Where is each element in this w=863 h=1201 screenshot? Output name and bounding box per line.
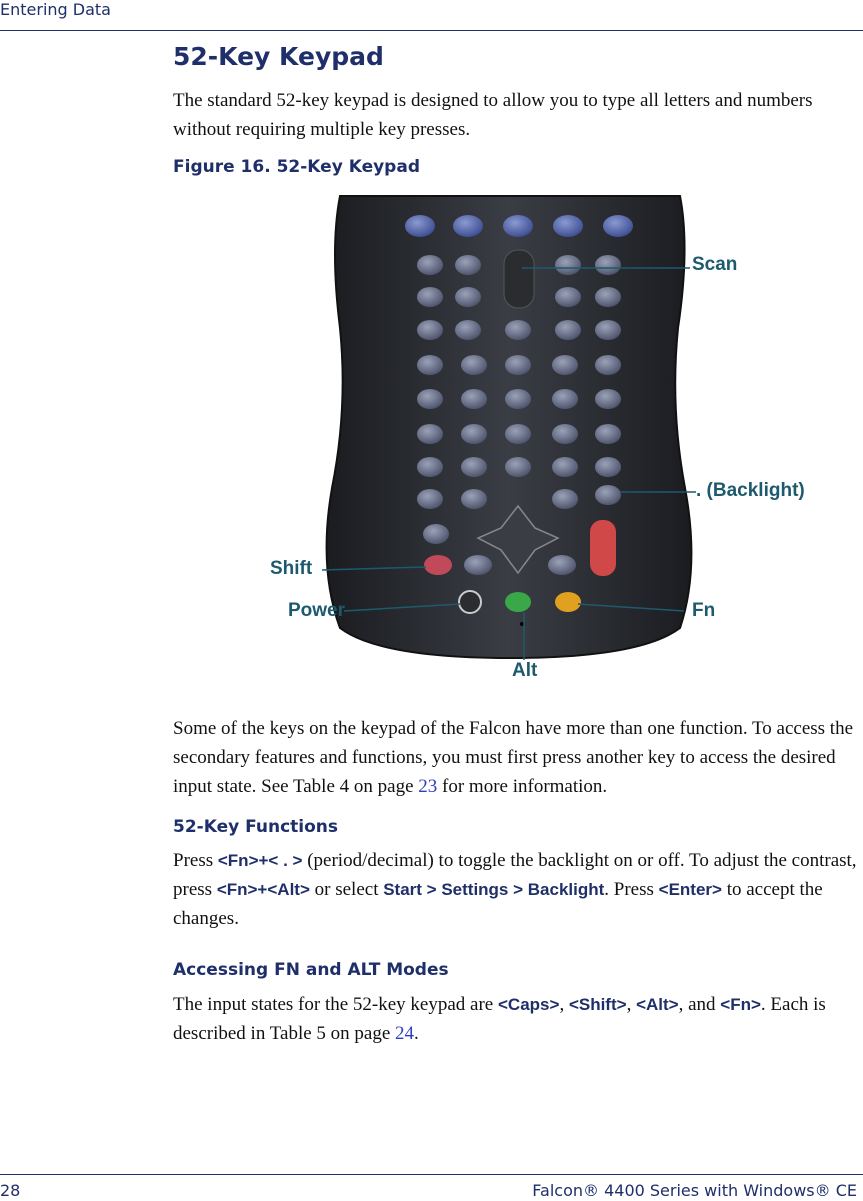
page-link-23[interactable]: 23 bbox=[418, 776, 438, 797]
figure-caption: Figure 16. 52-Key Keypad bbox=[173, 157, 420, 177]
text-accept: to accept the changes. bbox=[173, 879, 823, 929]
page-link-24[interactable]: 24 bbox=[395, 1023, 415, 1044]
functions-heading: 52-Key Functions bbox=[173, 817, 339, 837]
running-header-title: Entering Data bbox=[0, 0, 111, 19]
text-each: . Each is described in Table 5 on page bbox=[173, 994, 826, 1044]
key-fn: <Fn> bbox=[720, 995, 761, 1014]
keypad-figure bbox=[260, 188, 820, 688]
modes-heading: Accessing FN and ALT Modes bbox=[173, 960, 449, 980]
text-toggle: (period/decimal) to toggle the backlight on or off. To adjust the contrast, press bbox=[173, 850, 857, 900]
enter-key bbox=[590, 520, 616, 576]
sep2: , bbox=[626, 994, 637, 1015]
product-name: Falcon® 4400 Series with Windows® CE bbox=[532, 1181, 857, 1200]
callout-scan: Scan bbox=[692, 254, 738, 275]
key-enter: <Enter> bbox=[658, 880, 722, 899]
callout-fn: Fn bbox=[692, 600, 716, 621]
text-modes-intro: The input states for the 52-key keypad are bbox=[173, 994, 498, 1015]
intro-paragraph: The standard 52-key keypad is designed to allow you to type all letters and numbers without requiring multiple key presses. bbox=[173, 90, 813, 140]
text-press2: . Press bbox=[604, 879, 659, 900]
key-caps: <Caps> bbox=[498, 995, 560, 1014]
key-fn-alt: <Fn>+<Alt> bbox=[216, 880, 310, 899]
power-key bbox=[459, 591, 481, 613]
text-press: Press bbox=[173, 850, 218, 871]
modes-paragraph bbox=[173, 990, 863, 1048]
running-header bbox=[0, 0, 863, 31]
callout-backlight: . (Backlight) bbox=[696, 480, 805, 501]
secondary-functions-paragraph bbox=[173, 714, 863, 801]
key-alt: <Alt> bbox=[636, 995, 679, 1014]
key-fn-period: <Fn>+< . > bbox=[217, 851, 303, 870]
text-end: . bbox=[414, 1023, 419, 1044]
page-number: 28 bbox=[0, 1181, 21, 1200]
shift-key bbox=[424, 555, 452, 575]
callout-alt: Alt bbox=[512, 660, 538, 681]
page-footer bbox=[0, 1174, 863, 1201]
text-select: or select bbox=[309, 879, 384, 900]
para2-text: Some of the keys on the keypad of the Falcon have more than one function. To access the secondary features and functions, you must first press another key to access the desired input state. See Table 4 on page bbox=[173, 718, 854, 797]
sep1: , bbox=[559, 994, 569, 1015]
fn-key bbox=[555, 592, 581, 612]
key-shift: <Shift> bbox=[568, 995, 627, 1014]
callout-shift: Shift bbox=[270, 558, 313, 579]
page-title: 52-Key Keypad bbox=[173, 42, 384, 71]
sep3: , and bbox=[678, 994, 721, 1015]
alt-key bbox=[505, 592, 531, 612]
para2-end: for more information. bbox=[437, 776, 608, 797]
menu-path: Start > Settings > Backlight bbox=[383, 880, 605, 899]
callout-power: Power bbox=[288, 600, 346, 621]
scan-key bbox=[504, 250, 534, 308]
functions-paragraph bbox=[173, 846, 863, 933]
